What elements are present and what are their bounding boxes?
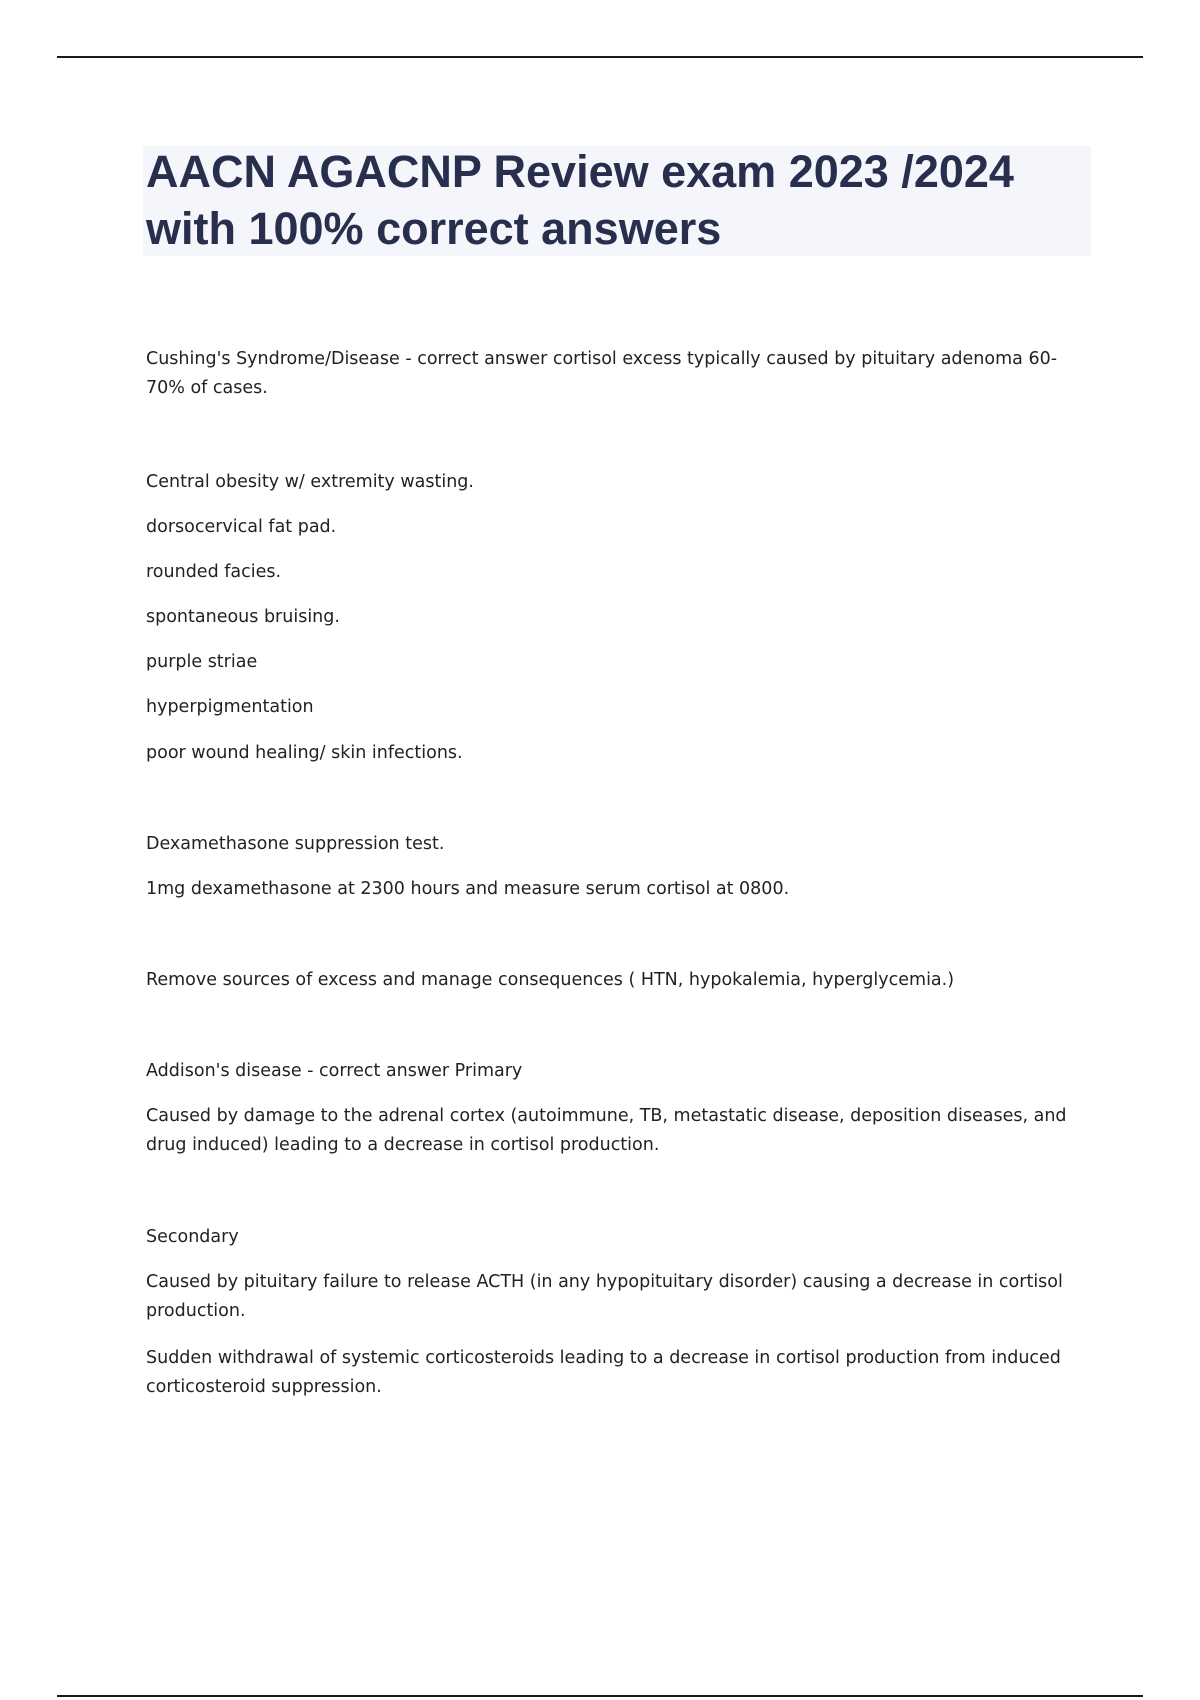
top-rule — [57, 56, 1143, 58]
paragraph-dexamethasone-test: Dexamethasone suppression test. — [146, 834, 445, 854]
paragraph-withdrawal: Sudden withdrawal of systemic corticosteroids leading to a decrease in cortisol production from induced corticosteroid suppression. — [146, 1348, 1061, 1397]
bottom-rule — [57, 1695, 1143, 1697]
paragraph-addisons: Addison's disease - correct answer Primary — [146, 1061, 523, 1081]
paragraph-cushings: Cushing's Syndrome/Disease - correct answer cortisol excess typically caused by pituitary adenoma 60-70% of cases. — [146, 349, 1058, 398]
paragraph-hyperpigmentation: hyperpigmentation — [146, 697, 314, 717]
title-line-1: AACN AGACNP Review exam 2023 /2024 — [146, 146, 1014, 197]
paragraph-bruising: spontaneous bruising. — [146, 607, 340, 627]
paragraph-central-obesity: Central obesity w/ extremity wasting. — [146, 472, 474, 492]
paragraph-wound-healing: poor wound healing/ skin infections. — [146, 743, 463, 763]
paragraph-primary-cause: Caused by damage to the adrenal cortex (autoimmune, TB, metastatic disease, deposition diseases, and drug induced) leading to a decrease in cortisol production. — [146, 1106, 1067, 1155]
paragraph-fat-pad: dorsocervical fat pad. — [146, 517, 337, 537]
paragraph-secondary: Secondary — [146, 1227, 239, 1247]
paragraph-dexamethasone-dose: 1mg dexamethasone at 2300 hours and measure serum cortisol at 0800. — [146, 879, 790, 899]
paragraph-striae: purple striae — [146, 652, 258, 672]
paragraph-remove-sources: Remove sources of excess and manage consequences ( HTN, hypokalemia, hyperglycemia.) — [146, 970, 955, 990]
page-title — [146, 143, 1091, 257]
paragraph-rounded-facies: rounded facies. — [146, 562, 282, 582]
title-line-2: with 100% correct answers — [146, 203, 722, 254]
paragraph-secondary-cause: Caused by pituitary failure to release ACTH (in any hypopituitary disorder) causing a decrease in cortisol production. — [146, 1272, 1063, 1321]
